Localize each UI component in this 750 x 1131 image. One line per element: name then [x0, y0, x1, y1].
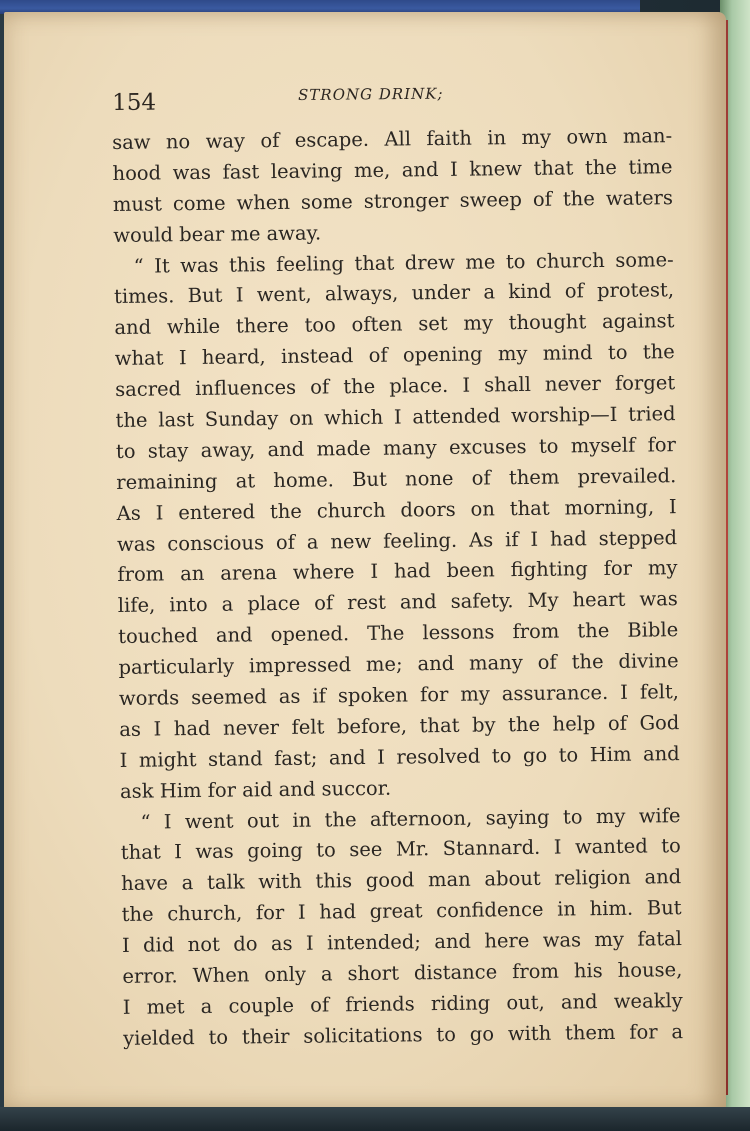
text-line: must come when some stronger sweep of the waters [112, 185, 674, 216]
text-line: hood was fast leaving me, and I knew that the time [112, 155, 673, 185]
text-line: what I heard, instead of opening my mind to the [114, 340, 675, 371]
text-line: times. But I went, always, under a kind of protest, [113, 278, 675, 309]
text-line: words seemed as if spoken for my assurance. I felt, [118, 680, 680, 710]
text-line: saw no way of escape. All faith in my own man- [112, 124, 673, 154]
text-line: yielded to their solicitations to go with them for a [122, 1019, 684, 1050]
text-line: have a talk with this good man about religion and [121, 865, 682, 896]
text-line: sacred influences of the place. I shall never forget [115, 371, 676, 402]
text-line: that I was going to see Mr. Stannard. I wanted to [120, 834, 681, 865]
text-line: As I entered the church doors on that morning, I [116, 494, 677, 525]
book-cover-edge-bottom [0, 1107, 750, 1131]
text-line: would bear me away. [113, 221, 322, 247]
text-line: as I had never felt before, that by the help of God [119, 711, 680, 741]
text-line: error. When only a short distance from his house, [122, 958, 683, 988]
text-line: life, into a place of rest and safety. My heart was [117, 587, 678, 618]
text-line: “ I went out in the afternoon, saying to my wife [140, 803, 681, 834]
text-line: I met a couple of friends riding out, and weakly [122, 989, 683, 1019]
running-head [112, 82, 672, 118]
text-line: the church, for I had great confidence in him. But [121, 896, 682, 927]
text-line: “ It was this feeling that drew me to church some- [133, 247, 674, 278]
text-line: I might stand fast; and I resolved to go to Him and [119, 741, 680, 772]
text-line: from an arena where I had been fighting for my [117, 556, 678, 587]
text-line: particularly impressed me; and many of the divine [118, 649, 679, 680]
text-line: remaining at home. But none of them prevailed. [116, 463, 677, 494]
text-line: I did not do as I intended; and here was my fatal [121, 927, 683, 958]
text-line: and while there too often set my thought against [114, 309, 675, 340]
text-line: ask Him for aid and succor. [119, 776, 392, 803]
page-number: 154 [112, 89, 157, 116]
text-line: was conscious of a new feeling. As if I had stepped [116, 525, 678, 556]
text-line: to stay away, and made many excuses to myself for [115, 433, 677, 463]
running-title: STRONG DRINK; [297, 84, 444, 105]
text-line: touched and opened. The lessons from the Bible [118, 618, 679, 649]
body-text [112, 121, 683, 1054]
text-line: the last Sunday on which I attended worship—I tried [115, 402, 676, 432]
